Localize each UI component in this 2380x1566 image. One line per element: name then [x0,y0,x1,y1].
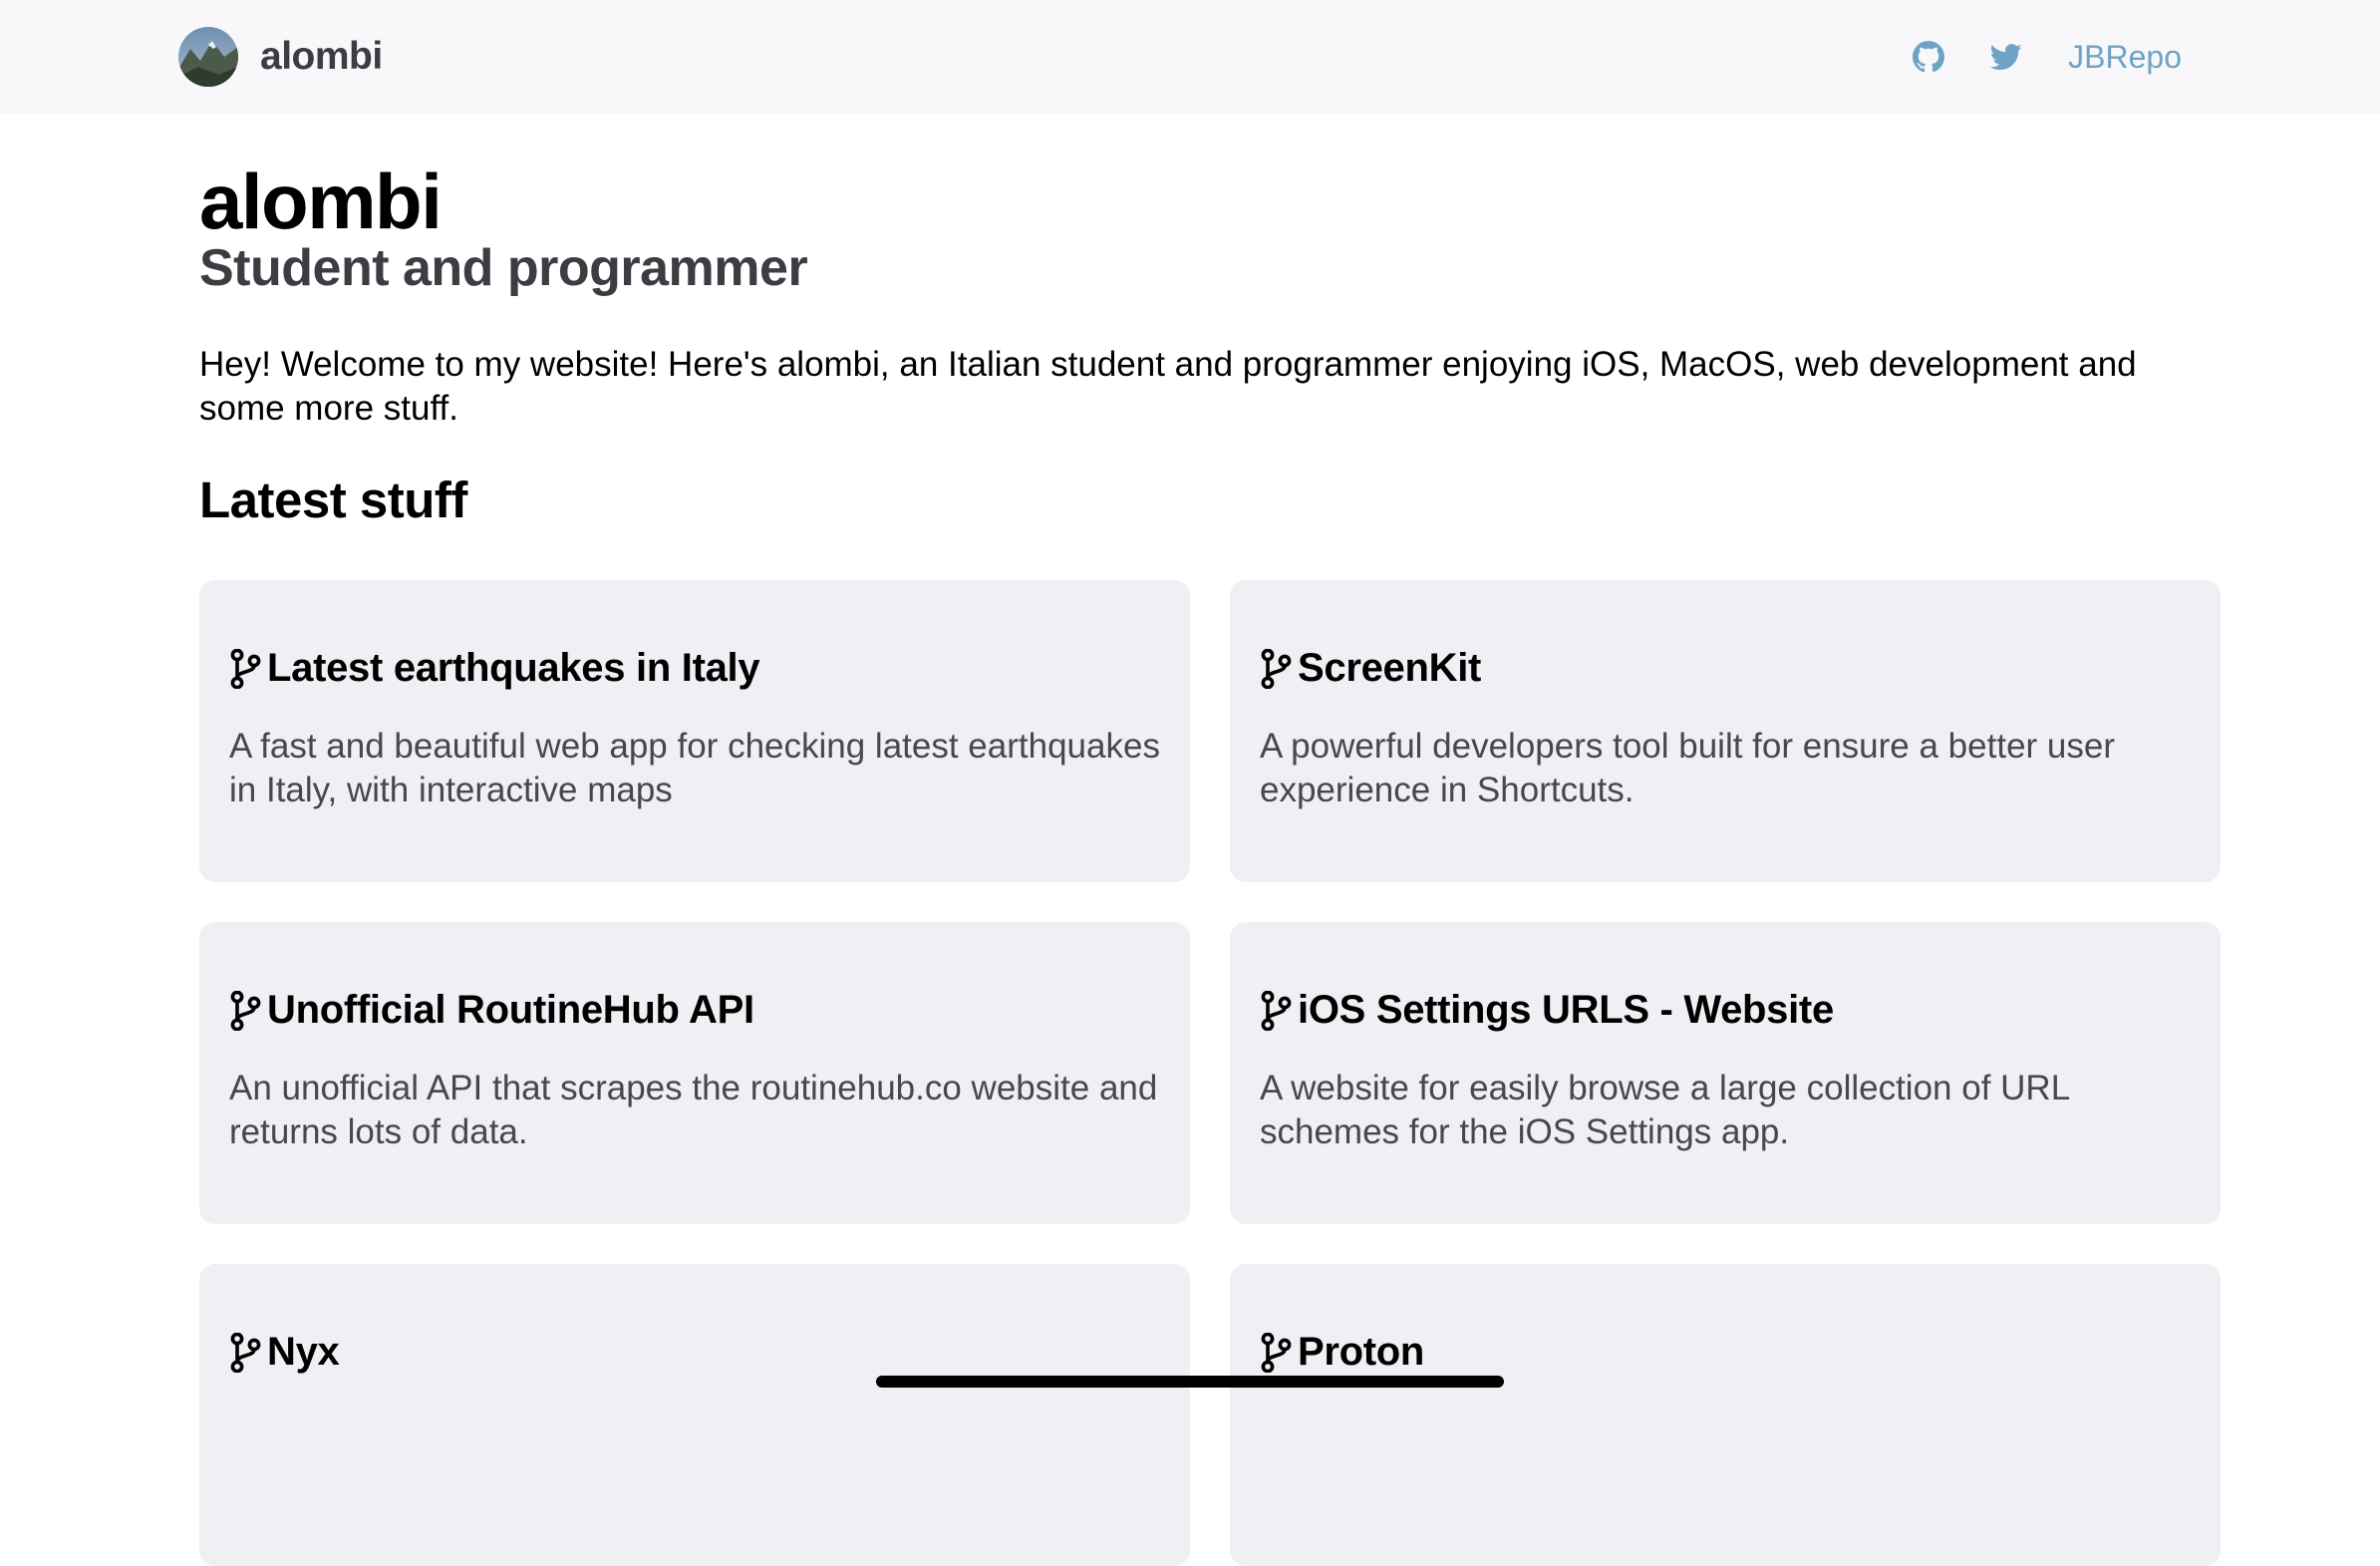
project-card-title [1260,1330,2191,1375]
project-card[interactable] [199,1264,1190,1566]
project-card-title [229,646,1160,691]
brand-name: alombi [260,35,383,78]
brand-link[interactable] [178,27,383,87]
top-navbar [0,0,2380,114]
project-description: An unofficial API that scrapes the routinehub.co website and returns lots of data. [229,1069,1158,1151]
twitter-link[interactable] [1990,41,2022,73]
project-description: A fast and beautiful web app for checking latest earthquakes in Italy, with interactive maps [229,727,1160,809]
project-card[interactable] [1230,580,2221,882]
twitter-icon [1990,41,2022,73]
project-card[interactable] [1230,1264,2221,1566]
project-card-title [1260,646,2191,691]
project-card[interactable] [199,922,1190,1224]
project-title-text: ScreenKit [1298,646,1482,690]
project-title-text: Latest earthquakes in Italy [267,646,760,690]
projects-grid [199,580,2221,1566]
project-description: A website for easily browse a large collection of URL schemes for the iOS Settings app. [1260,1069,2069,1151]
page-subtitle: Student and programmer [199,238,808,297]
git-branch-icon [229,649,261,689]
intro-text: Hey! Welcome to my website! Here's alombi, an Italian student and programmer enjoying iOS, MacOS, web development and some more stuff. [199,345,2137,429]
project-card-title [229,988,1160,1033]
jbrepo-link[interactable]: JBRepo [2068,38,2182,75]
project-title-text: Unofficial RoutineHub API [267,988,754,1032]
project-card[interactable] [1230,922,2221,1224]
project-card-title [229,1330,1160,1375]
avatar [178,27,238,87]
nav-links [1913,27,2182,87]
project-title-text: iOS Settings URLS - Website [1298,988,1834,1032]
git-branch-icon [1260,1333,1292,1373]
git-branch-icon [229,991,261,1031]
project-card-title [1260,988,2191,1033]
project-description: A powerful developers tool built for ensure a better user experience in Shortcuts. [1260,727,2115,809]
git-branch-icon [1260,649,1292,689]
page-title: alombi [199,157,442,245]
git-branch-icon [1260,991,1292,1031]
github-link[interactable] [1913,41,1944,73]
github-icon [1913,41,1944,73]
git-branch-icon [229,1333,261,1373]
latest-stuff-heading: Latest stuff [199,471,467,529]
home-indicator[interactable] [876,1376,1504,1388]
project-card[interactable] [199,580,1190,882]
main-content [199,157,2221,1374]
project-title-text: Nyx [267,1330,340,1374]
project-title-text: Proton [1298,1330,1425,1374]
